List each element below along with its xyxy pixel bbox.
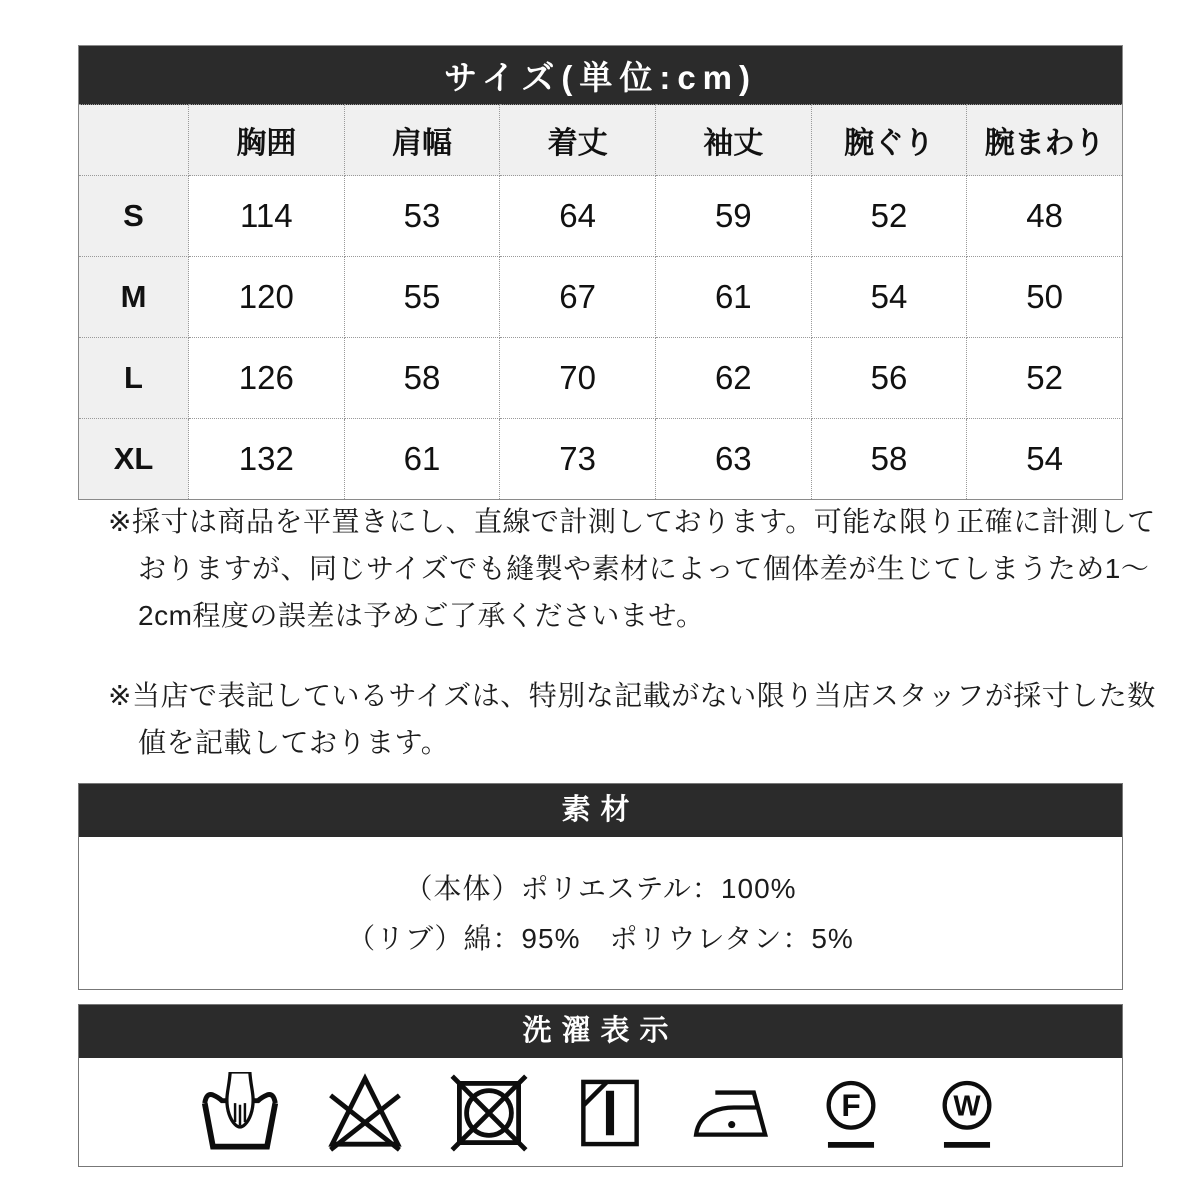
material-section: [78, 783, 1123, 990]
size-table-title: サイズ(単位:cm): [79, 46, 1123, 105]
size-table-title-row: [79, 46, 1123, 105]
cell-l-armhole: 56: [811, 338, 967, 419]
cell-m-shoulder: 55: [344, 257, 500, 338]
cell-m-length: 67: [500, 257, 656, 338]
size-table-section: [78, 45, 1123, 500]
cell-s-arm-width: 48: [967, 176, 1123, 257]
material-line-rib: （リブ）綿：95% ポリウレタン：5%: [347, 923, 854, 954]
note-text: 当店で表記しているサイズは、特別な記載がない限り当店スタッフが採寸した数値を記載しております。: [131, 680, 1156, 758]
corner-cell: [79, 105, 189, 176]
material-section-title: 素材: [79, 784, 1122, 837]
row-label-l: L: [79, 338, 189, 419]
cell-l-length: 70: [500, 338, 656, 419]
cell-l-arm-width: 52: [967, 338, 1123, 419]
dry-clean-letter: F: [840, 1087, 861, 1124]
line-dry-in-shade-icon: [573, 1076, 647, 1150]
cell-m-armhole: 54: [811, 257, 967, 338]
cell-s-length: 64: [500, 176, 656, 257]
col-header-arm-width: 腕まわり: [967, 105, 1123, 176]
cell-s-sleeve: 59: [655, 176, 811, 257]
cell-l-sleeve: 62: [655, 338, 811, 419]
cell-xl-armhole: 58: [811, 419, 967, 500]
cell-s-chest: 114: [189, 176, 345, 257]
note-marker: ※: [108, 680, 132, 711]
col-header-shoulder: 肩幅: [344, 105, 500, 176]
laundry-section: [78, 1004, 1123, 1167]
measurement-note: [108, 498, 1158, 639]
do-not-bleach-icon: [325, 1073, 405, 1153]
iron-low-heat-icon: [691, 1084, 771, 1141]
material-line-body: （本体）ポリエステル：100%: [404, 873, 797, 904]
wet-clean-icon: [931, 1075, 1003, 1150]
col-header-length: 着丈: [500, 105, 656, 176]
staff-measured-note: [108, 672, 1158, 766]
cell-xl-sleeve: 63: [655, 419, 811, 500]
laundry-icons-row: [79, 1058, 1122, 1167]
do-not-tumble-dry-icon: [449, 1073, 529, 1153]
note-text: 採寸は商品を平置きにし、直線で計測しております。可能な限り正確に計測しておりますが、同じサイズでも縫製や素材によって個体差が生じてしまうため1〜2cm程度の誤差は予めご了承くださいませ。: [131, 506, 1156, 631]
row-label-xl: XL: [79, 419, 189, 500]
col-header-chest: 胸囲: [189, 105, 345, 176]
cell-xl-shoulder: 61: [344, 419, 500, 500]
size-table-header-row: [79, 105, 1123, 176]
cell-xl-arm-width: 54: [967, 419, 1123, 500]
row-label-s: S: [79, 176, 189, 257]
table-row-xl: [79, 419, 1123, 500]
material-body: [79, 837, 1122, 991]
cell-xl-length: 73: [500, 419, 656, 500]
cell-l-shoulder: 58: [344, 338, 500, 419]
cell-m-chest: 120: [189, 257, 345, 338]
table-row-m: [79, 257, 1123, 338]
col-header-sleeve: 袖丈: [655, 105, 811, 176]
table-row-l: [79, 338, 1123, 419]
cell-s-armhole: 52: [811, 176, 967, 257]
dry-clean-petroleum-icon: [815, 1075, 887, 1150]
cell-m-sleeve: 61: [655, 257, 811, 338]
table-row-s: [79, 176, 1123, 257]
col-header-armhole: 腕ぐり: [811, 105, 967, 176]
wet-clean-letter: W: [952, 1090, 981, 1123]
cell-l-chest: 126: [189, 338, 345, 419]
note-marker: ※: [108, 506, 132, 537]
cell-m-arm-width: 50: [967, 257, 1123, 338]
row-label-m: M: [79, 257, 189, 338]
laundry-section-title: 洗濯表示: [79, 1005, 1122, 1058]
hand-wash-icon: [199, 1072, 281, 1154]
size-table: [78, 45, 1123, 500]
cell-s-shoulder: 53: [344, 176, 500, 257]
cell-xl-chest: 132: [189, 419, 345, 500]
